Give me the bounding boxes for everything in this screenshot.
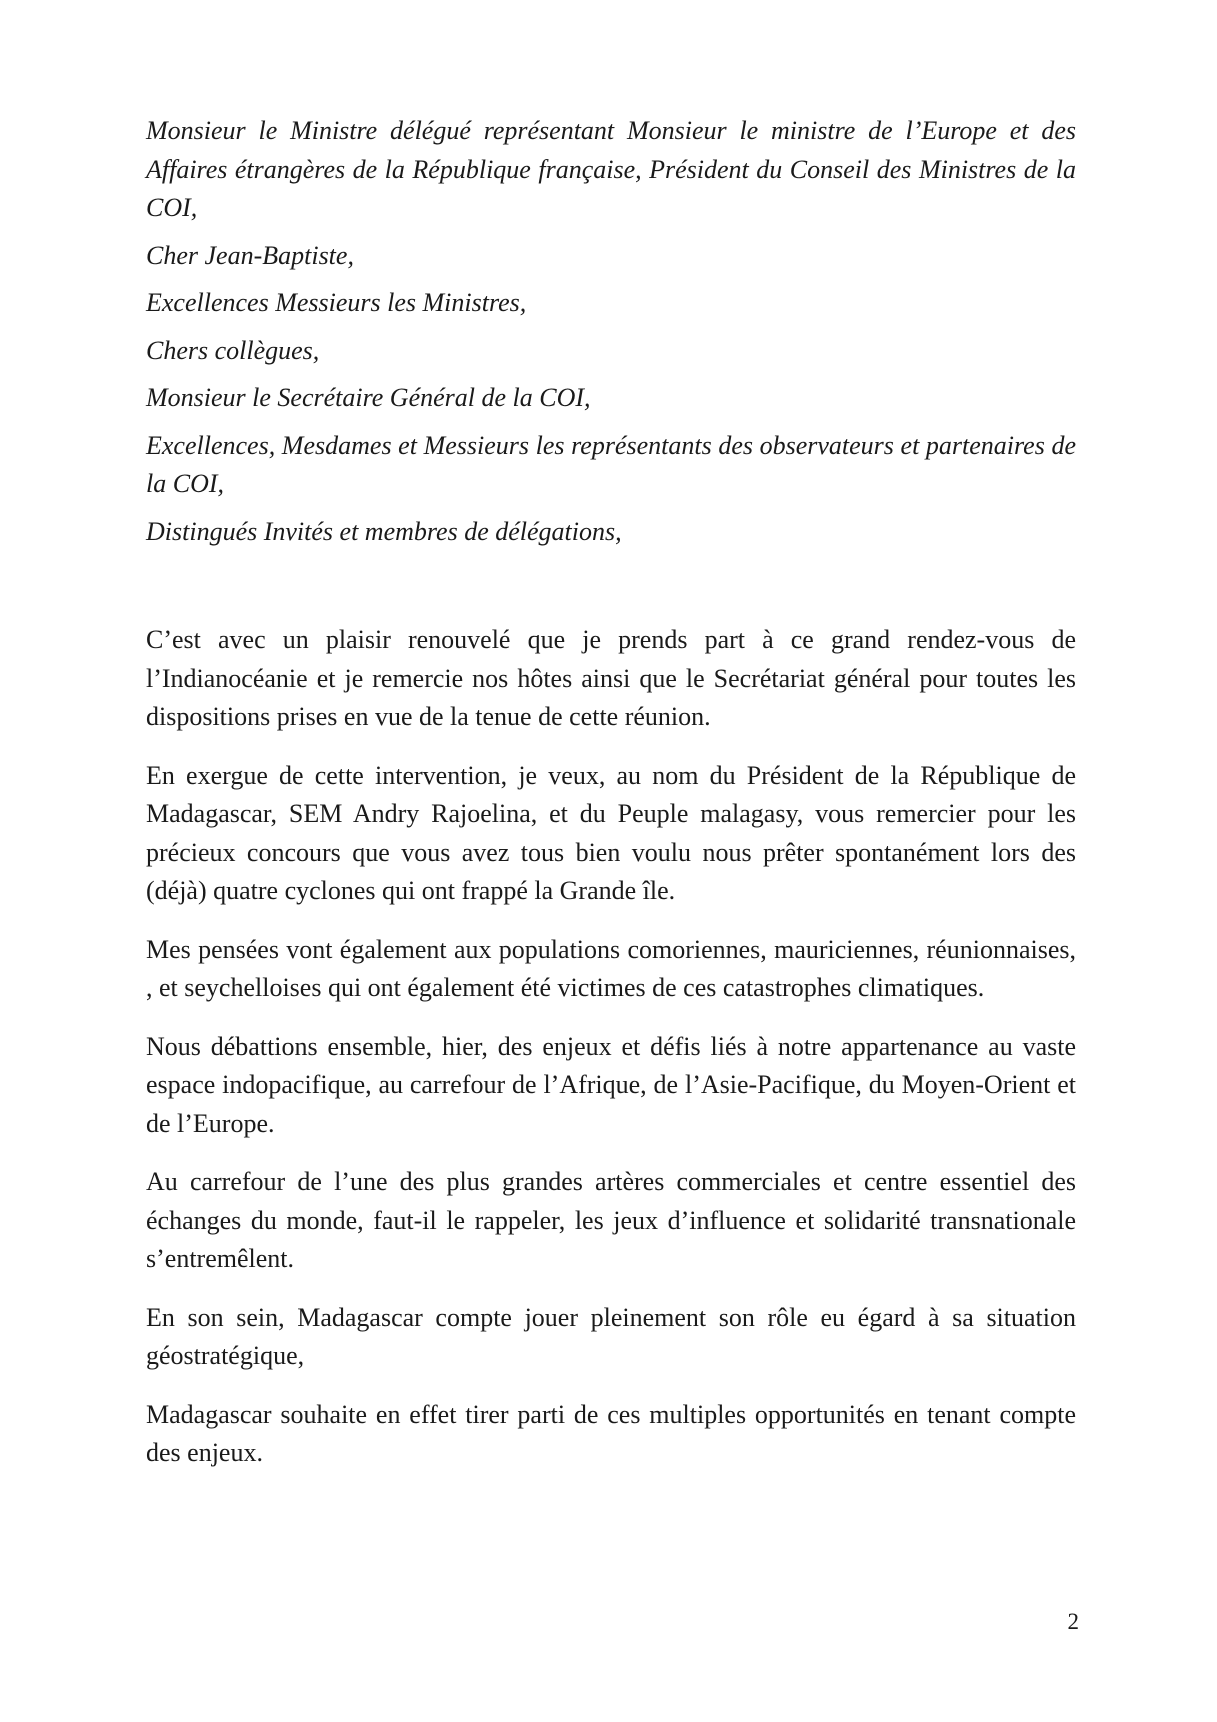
salutation-line: Monsieur le Ministre délégué représentant Monsieur le ministre de l’Europe et des Affaires étrangères de la République française, Président du Conseil des Ministres de la COI, — [146, 116, 1076, 222]
body-paragraph: Au carrefour de l’une des plus grandes artères commerciales et centre essentiel des échanges du monde, faut-il le rappeler, les jeux d’influence et solidarité transnationale s’entremêlent. — [146, 1167, 1076, 1273]
body-paragraph: C’est avec un plaisir renouvelé que je prends part à ce grand rendez-vous de l’Indianocéanie et je remercie nos hôtes ainsi que le Secrétariat général pour toutes les dispositions prises en vue de la tenue de cette réunion. — [146, 625, 1076, 731]
body-paragraph: Madagascar souhaite en effet tirer parti de ces multiples opportunités en tenant compte des enjeux. — [146, 1399, 1076, 1467]
salutation-line: Monsieur le Secrétaire Général de la COI, — [146, 383, 591, 412]
salutation-line: Chers collègues, — [146, 335, 320, 365]
salutations-block — [146, 112, 1076, 551]
body-paragraph: Nous débattions ensemble, hier, des enjeux et défis liés à notre appartenance au vaste espace indopacifique, au carrefour de l’Afrique, de l’Asie-Pacifique, du Moyen-Orient et de l’Europe. — [146, 1031, 1076, 1138]
salutation-line: Excellences, Mesdames et Messieurs les représentants des observateurs et partenaires de la COI, — [146, 430, 1076, 498]
salutation-line: Excellences Messieurs les Ministres, — [146, 288, 527, 317]
page-number: 2 — [1067, 1609, 1079, 1634]
speech-body — [146, 621, 1076, 1473]
salutation-line: Cher Jean-Baptiste, — [146, 240, 354, 270]
document-page — [146, 112, 1076, 1493]
body-paragraph: En exergue de cette intervention, je veux, au nom du Président de la République de Madagascar, SEM Andry Rajoelina, et du Peuple malagasy, vous remercier pour les précieux concours que vous avez tous bien voulu nous prêter spontanément lors des (déjà) quatre cyclones qui ont frappé la Grande île. — [146, 760, 1076, 905]
body-paragraph: Mes pensées vont également aux populations comoriennes, mauriciennes, réunionnaises, , et seychelloises qui ont également été victimes de ces catastrophes climatiques. — [146, 934, 1076, 1002]
body-paragraph: En son sein, Madagascar compte jouer pleinement son rôle eu égard à sa situation géostratégique, — [146, 1302, 1076, 1370]
salutation-line: Distingués Invités et membres de délégations, — [146, 516, 622, 546]
